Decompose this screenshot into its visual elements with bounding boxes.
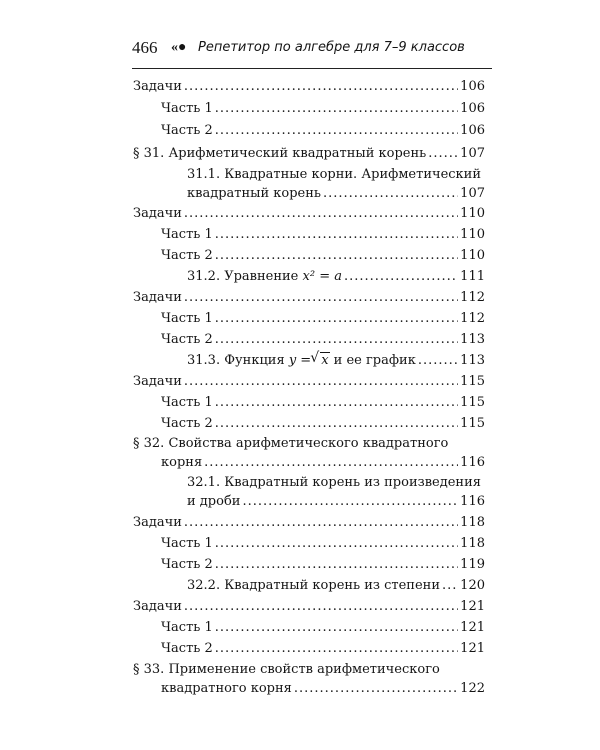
toc-page-number: 106 <box>460 101 485 116</box>
toc-entry-title-continued: корня <box>161 455 203 470</box>
toc-entry-title <box>187 266 342 287</box>
toc-page-number: 113 <box>460 332 485 347</box>
toc-subsection-31-2[interactable] <box>187 266 485 287</box>
toc-title-text-end: и ее график <box>329 353 416 368</box>
toc-subsection-32-1[interactable] <box>187 491 485 512</box>
running-header <box>132 38 492 62</box>
toc-entry-part-2[interactable] <box>161 638 485 659</box>
toc-entry-part-1[interactable] <box>161 98 485 119</box>
toc-entry-tasks[interactable] <box>133 76 485 97</box>
toc-page-number: 119 <box>460 557 485 572</box>
toc-entry-title: Задачи <box>133 515 182 530</box>
toc-entry-part-1[interactable] <box>161 308 485 329</box>
leader-dots <box>215 308 458 329</box>
toc-entry-part-1[interactable] <box>161 224 485 245</box>
toc-entry-title: Часть 1 <box>161 395 213 410</box>
toc-entry-title: 31.1. Квадратные корни. Арифметический <box>187 167 482 182</box>
toc-entry-title: Часть 2 <box>161 416 213 431</box>
toc-section-33-line1[interactable] <box>133 659 485 680</box>
toc-entry-title: § 33. Применение свойств арифметического <box>133 662 440 677</box>
toc-entry-title: Часть 2 <box>161 123 213 138</box>
toc-section-31[interactable] <box>133 143 485 164</box>
toc-page-number: 121 <box>460 599 485 614</box>
toc-subsection-31-3[interactable] <box>187 350 485 371</box>
toc-entry-title: Часть 2 <box>161 332 213 347</box>
toc-entry-title: § 32. Свойства арифметического квадратного <box>133 436 449 451</box>
toc-section-33[interactable] <box>161 678 485 699</box>
leader-dots <box>184 203 458 224</box>
leader-dots <box>344 266 458 287</box>
toc-page-number: 115 <box>460 395 485 410</box>
radicand: x <box>321 353 329 368</box>
leader-dots <box>428 143 458 164</box>
toc-page-number: 122 <box>460 681 485 696</box>
toc-entry-part-1[interactable] <box>161 392 485 413</box>
toc-entry-part-2[interactable] <box>161 245 485 266</box>
toc-section-32-line1[interactable] <box>133 433 485 454</box>
toc-page-number: 116 <box>460 455 485 470</box>
toc-entry-part-2[interactable] <box>161 329 485 350</box>
leader-dots <box>184 76 458 97</box>
leader-dots <box>215 245 458 266</box>
leader-dots <box>215 392 458 413</box>
toc-page-number: 107 <box>460 186 485 201</box>
toc-entry-tasks[interactable] <box>133 512 485 533</box>
leader-dots <box>184 512 458 533</box>
toc-entry-title: Задачи <box>133 599 182 614</box>
toc-entry-part-1[interactable] <box>161 617 485 638</box>
leader-dots <box>215 120 458 141</box>
leader-dots <box>215 329 458 350</box>
toc-page-number: 112 <box>460 290 485 305</box>
toc-page-number: 112 <box>460 311 485 326</box>
header-rule <box>132 68 492 69</box>
toc-entry-part-2[interactable] <box>161 120 485 141</box>
toc-entry-tasks[interactable] <box>133 596 485 617</box>
toc-subsection-31-1-line1[interactable] <box>187 164 485 185</box>
toc-entry-title: Часть 2 <box>161 248 213 263</box>
leader-dots <box>215 413 458 434</box>
leader-dots <box>215 224 458 245</box>
function-lhs: y = <box>288 353 312 368</box>
toc-subsection-32-1-line1[interactable] <box>187 472 485 493</box>
toc-page-number: 121 <box>460 641 485 656</box>
toc-subsection-32-2[interactable] <box>187 575 485 596</box>
page-number: 466 <box>132 38 158 57</box>
toc-entry-title: Часть 1 <box>161 536 213 551</box>
toc-title-text: 31.3. Функция <box>187 353 289 368</box>
toc-page-number: 116 <box>460 494 485 509</box>
toc-entry-title <box>187 350 416 371</box>
leader-dots <box>215 554 458 575</box>
toc-title-text: 31.2. Уравнение <box>187 269 303 284</box>
toc-page-number: 110 <box>460 227 485 242</box>
leader-dots <box>184 287 458 308</box>
toc-entry-title: Задачи <box>133 290 182 305</box>
toc-page-number: 110 <box>460 248 485 263</box>
toc-page-number: 107 <box>460 146 485 161</box>
leader-dots <box>184 371 458 392</box>
toc-entry-title: 32.1. Квадратный корень из произведения <box>187 475 481 490</box>
toc-page-number: 118 <box>460 515 485 530</box>
toc-entry-title: Часть 1 <box>161 101 213 116</box>
toc-subsection-31-1[interactable] <box>187 183 485 204</box>
leader-dots <box>442 575 458 596</box>
leader-dots <box>323 183 458 204</box>
toc-entry-title: § 31. Арифметический квадратный корень <box>133 146 427 161</box>
leader-dots <box>215 638 458 659</box>
square-root-icon <box>311 350 329 371</box>
book-title: Репетитор по алгебре для 7–9 классов <box>198 40 465 55</box>
toc-entry-title: Часть 1 <box>161 227 213 242</box>
leader-dots <box>184 596 458 617</box>
leader-dots <box>418 350 460 371</box>
toc-page-number: 113 <box>460 353 485 368</box>
leader-dots <box>215 98 458 119</box>
toc-entry-title: Часть 1 <box>161 620 213 635</box>
toc-entry-tasks[interactable] <box>133 203 485 224</box>
leader-dots <box>204 452 458 473</box>
toc-entry-title: Задачи <box>133 206 182 221</box>
toc-entry-title: Часть 2 <box>161 641 213 656</box>
toc-page-number: 121 <box>460 620 485 635</box>
toc-page-number: 120 <box>460 578 485 593</box>
leader-dots <box>242 491 458 512</box>
leader-dots <box>215 617 458 638</box>
toc-entry-tasks[interactable] <box>133 371 485 392</box>
toc-entry-title-continued: квадратный корень <box>187 186 321 201</box>
toc-entry-title: Задачи <box>133 79 182 94</box>
toc-entry-title: Задачи <box>133 374 182 389</box>
equation: x² = a <box>302 269 342 284</box>
leader-dots <box>215 533 458 554</box>
toc-entry-title: Часть 1 <box>161 311 213 326</box>
leader-dots <box>294 678 458 699</box>
toc-entry-title: 32.2. Квадратный корень из степени <box>187 578 440 593</box>
toc-page-number: 106 <box>460 79 485 94</box>
ornament-icon: «● <box>171 40 187 55</box>
toc-page-number: 115 <box>460 416 485 431</box>
toc-entry-title-continued: квадратного корня <box>161 681 292 696</box>
toc-entry-part-1[interactable] <box>161 533 485 554</box>
toc-entry-title-continued: и дроби <box>187 494 241 509</box>
toc-page-number: 111 <box>460 269 485 284</box>
toc-page-number: 110 <box>460 206 485 221</box>
toc-entry-tasks[interactable] <box>133 287 485 308</box>
toc-page-number: 106 <box>460 123 485 138</box>
toc-page-number: 118 <box>460 536 485 551</box>
toc-entry-title: Часть 2 <box>161 557 213 572</box>
toc-entry-part-2[interactable] <box>161 413 485 434</box>
toc-entry-part-2[interactable] <box>161 554 485 575</box>
toc-page-number: 115 <box>460 374 485 389</box>
toc-section-32[interactable] <box>161 452 485 473</box>
